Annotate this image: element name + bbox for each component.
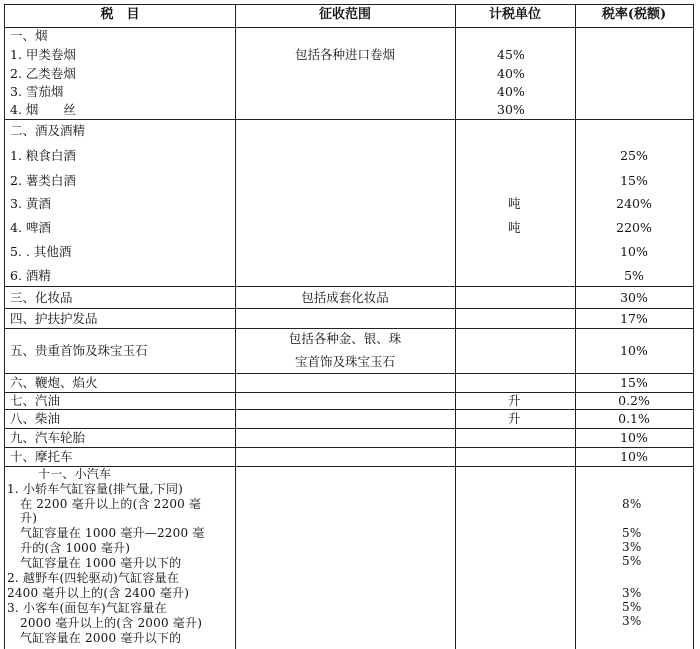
cars-rate: 5% [622, 554, 642, 568]
section-title-cars: 十一、小汽车 [38, 467, 112, 481]
liquor-unit: 吨 [508, 196, 521, 211]
cars-line: 1. 小轿车气缸容量(排气量,下同) [7, 482, 184, 496]
liquor-rate: 240% [616, 196, 652, 211]
cars-line: 2. 越野车(四轮驱动)气缸容量在 [7, 571, 180, 585]
row-motorcycles-rate: 10% [620, 449, 648, 464]
tobacco-rate: 45% [497, 47, 525, 62]
tobacco-rate: 30% [497, 102, 525, 117]
header-rate: 税率(税额) [601, 7, 667, 22]
row-divider [4, 286, 694, 287]
section-title-tobacco: 一、烟 [10, 28, 48, 43]
tobacco-rate: 40% [497, 84, 525, 99]
row-divider [4, 428, 694, 429]
tobacco-rate: 40% [497, 66, 525, 81]
row-jewelry-scope: 包括各种金、银、珠 [288, 331, 402, 346]
header-unit: 计税单位 [488, 7, 542, 22]
row-jewelry-rate: 10% [620, 343, 648, 358]
liquor-item: 6. 酒精 [10, 268, 51, 283]
section-title-liquor: 二、酒及酒精 [10, 123, 86, 138]
row-motorcycles: 十、摩托车 [10, 449, 73, 464]
tobacco-item: 2. 乙类卷烟 [10, 66, 76, 81]
table-border-top [4, 4, 694, 5]
row-divider [4, 447, 694, 448]
cars-rate: 8% [622, 497, 642, 511]
row-skincare: 四、护扶护发品 [10, 311, 98, 326]
cars-rate: 5% [622, 526, 642, 540]
cars-line: 升) [20, 511, 38, 525]
row-divider [4, 27, 694, 28]
cars-rate: 3% [622, 586, 642, 600]
row-divider [4, 119, 694, 120]
tobacco-item: 1. 甲类卷烟 [10, 47, 76, 62]
column-divider-2 [455, 4, 456, 649]
liquor-rate: 220% [616, 220, 652, 235]
row-gasoline: 七、汽油 [10, 393, 61, 408]
liquor-unit: 吨 [508, 220, 521, 235]
row-cosmetics-scope: 包括成套化妆品 [301, 290, 389, 305]
row-divider [4, 373, 694, 374]
liquor-rate: 25% [620, 148, 648, 163]
row-gasoline-unit: 升 [508, 393, 521, 408]
row-jewelry-scope: 宝首饰及珠宝玉石 [294, 354, 396, 369]
column-divider-1 [235, 4, 236, 649]
cars-line: 气缸容量在 1000 毫升—2200 毫 [20, 526, 205, 540]
column-divider-3 [575, 4, 576, 649]
table-border-right [693, 4, 694, 649]
row-fireworks-rate: 15% [620, 375, 648, 390]
cars-rate: 3% [622, 540, 642, 554]
row-divider [4, 328, 694, 329]
cars-rate: 3% [622, 614, 642, 628]
liquor-item: 1. 粮食白酒 [10, 148, 76, 163]
table-border-left [4, 4, 5, 649]
liquor-item: 5. . 其他酒 [10, 244, 72, 259]
row-diesel: 八、柴油 [10, 411, 61, 426]
cars-line: 气缸容量在 1000 毫升以下的 [20, 556, 182, 570]
row-tires: 九、汽车轮胎 [10, 430, 86, 445]
row-skincare-rate: 17% [620, 311, 648, 326]
cars-line: 在 2200 毫升以上的(含 2200 毫 [20, 497, 202, 511]
cars-line: 3. 小客车(面包车)气缸容量在 [7, 601, 167, 615]
row-divider [4, 308, 694, 309]
row-jewelry: 五、贵重首饰及珠宝玉石 [10, 343, 148, 358]
row-diesel-rate: 0.1% [618, 411, 650, 426]
liquor-item: 4. 啤酒 [10, 220, 51, 235]
cars-line: 气缸容量在 2000 毫升以下的 [20, 631, 182, 645]
cars-line: 2000 毫升以上的(含 2000 毫升) [20, 616, 203, 630]
liquor-item: 2. 薯类白酒 [10, 173, 76, 188]
tobacco-item: 4. 烟 丝 [10, 102, 76, 117]
row-cosmetics-rate: 30% [620, 290, 648, 305]
header-scope: 征收范围 [318, 7, 372, 22]
cars-line: 升的(含 1000 毫升) [20, 541, 131, 555]
row-fireworks: 六、鞭炮、焰火 [10, 375, 98, 390]
liquor-rate: 5% [624, 268, 644, 283]
header-item: 税 目 [100, 7, 140, 22]
cars-rate: 5% [622, 600, 642, 614]
row-diesel-unit: 升 [508, 411, 521, 426]
liquor-item: 3. 黄酒 [10, 196, 51, 211]
liquor-rate: 15% [620, 173, 648, 188]
tobacco-scope: 包括各种进口卷烟 [294, 47, 396, 62]
row-divider [4, 409, 694, 410]
row-gasoline-rate: 0.2% [618, 393, 650, 408]
tobacco-item: 3. 雪茄烟 [10, 84, 64, 99]
liquor-rate: 10% [620, 244, 648, 259]
row-tires-rate: 10% [620, 430, 648, 445]
row-cosmetics: 三、化妆品 [10, 290, 73, 305]
cars-line: 2400 毫升以上的(含 2400 毫升) [7, 586, 190, 600]
row-divider [4, 392, 694, 393]
